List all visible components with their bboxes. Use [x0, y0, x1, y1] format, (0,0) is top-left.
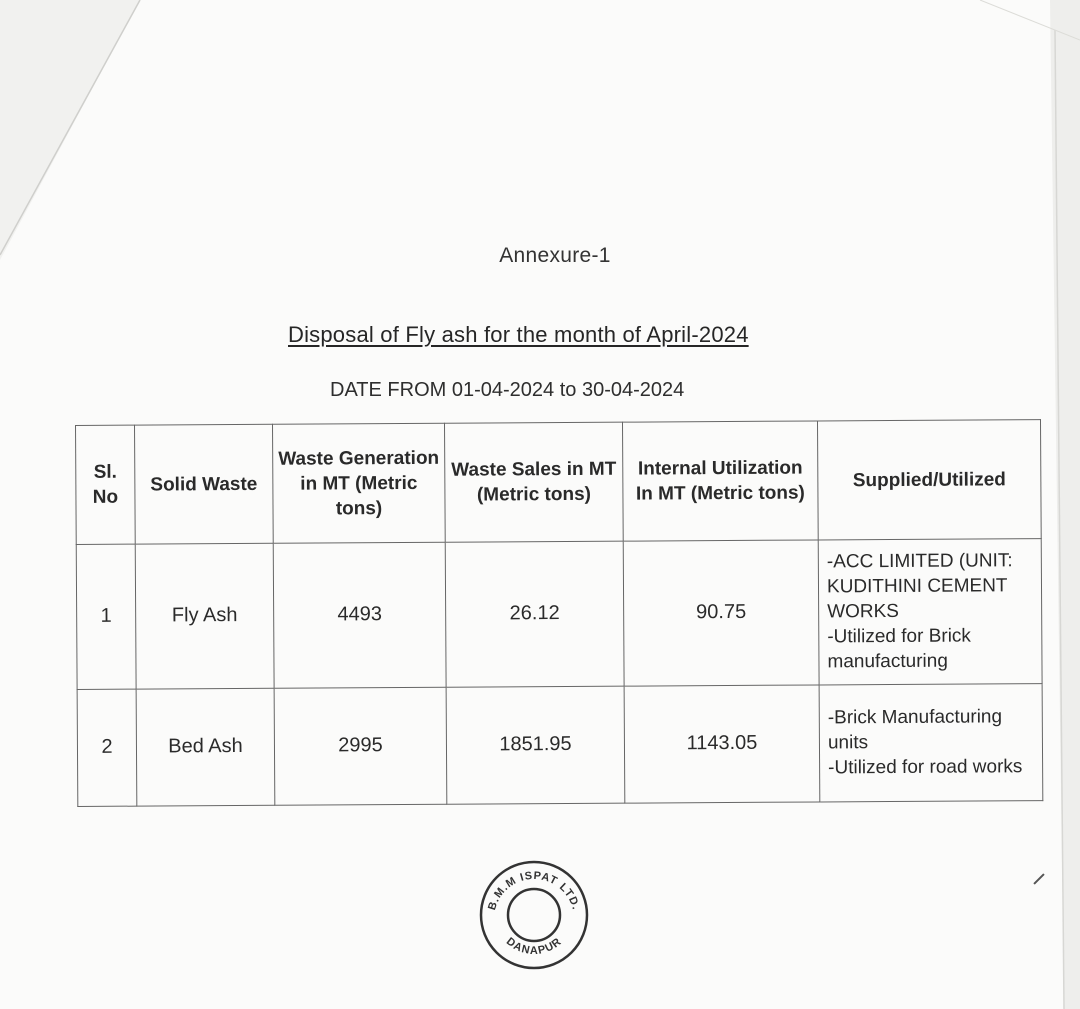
- cell-waste-generation: 4493: [273, 542, 446, 688]
- svg-text:DANAPUR: [504, 935, 564, 956]
- table-row: [77, 683, 1043, 806]
- cell-solid-waste: Bed Ash: [136, 688, 275, 806]
- header-waste-sales: Waste Sales in MT (Metric tons): [444, 422, 623, 542]
- cell-internal-utilization: 90.75: [623, 540, 819, 686]
- cell-sl-no: 2: [77, 689, 137, 807]
- annexure-label: Annexure-1: [499, 244, 611, 267]
- header-sl-no: Sl. No: [76, 425, 136, 544]
- company-seal-stamp: [476, 857, 592, 973]
- supplied-line: -Utilized for Brick manufacturing: [827, 625, 971, 673]
- svg-text:B.M.M ISPAT LTD.: [486, 870, 582, 912]
- cell-solid-waste: Fly Ash: [135, 543, 274, 688]
- page-title: Disposal of Fly ash for the month of April-2024: [288, 322, 749, 347]
- cell-supplied-utilized: [818, 539, 1042, 685]
- table-row: [76, 539, 1042, 690]
- supplied-line: -Utilized for road works: [828, 756, 1023, 779]
- seal-text-bottom: DANAPUR: [503, 935, 565, 957]
- cell-internal-utilization: 1143.05: [624, 685, 820, 804]
- cell-waste-sales: 26.12: [445, 541, 624, 687]
- disposal-table: [75, 419, 1043, 807]
- cell-sl-no: 1: [76, 544, 136, 689]
- date-range: DATE FROM 01-04-2024 to 30-04-2024: [330, 379, 685, 401]
- header-solid-waste: Solid Waste: [135, 424, 274, 544]
- seal-text-top: B.M.M ISPAT LTD.: [486, 869, 582, 912]
- header-waste-generation: Waste Generation in MT (Metric tons): [272, 423, 445, 543]
- cell-waste-sales: 1851.95: [446, 686, 625, 804]
- table-header-row: [76, 420, 1042, 545]
- cell-waste-generation: 2995: [274, 687, 447, 805]
- supplied-line: -Brick Manufacturing units: [827, 706, 1003, 754]
- header-supplied-utilized: Supplied/Utilized: [817, 420, 1041, 540]
- cell-supplied-utilized: [819, 683, 1043, 802]
- supplied-line: -ACC LIMITED (UNIT: KUDITHINI CEMENT WORKS: [826, 550, 1013, 623]
- header-internal-utilization: Internal Utilization In MT (Metric tons): [622, 421, 818, 541]
